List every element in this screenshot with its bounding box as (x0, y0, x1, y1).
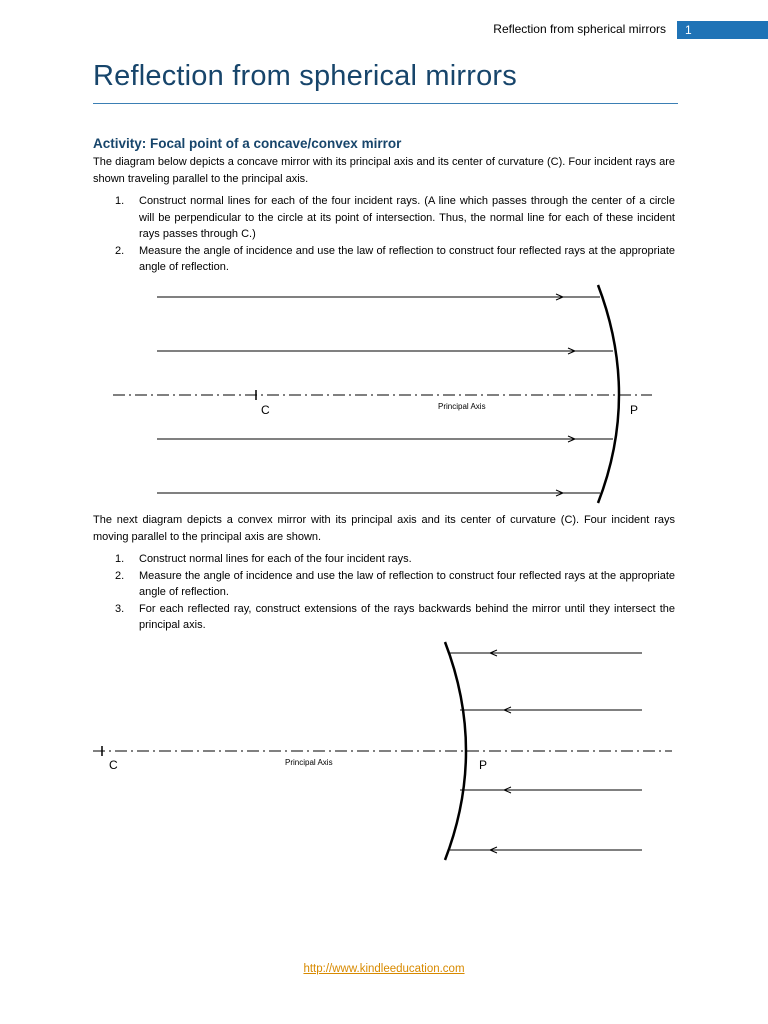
concave-pole-label: P (630, 403, 639, 417)
convex-center-label: C (109, 758, 118, 772)
convex-pole-label: P (479, 758, 488, 772)
list-item: 3. For each reflected ray, construct extensions of the rays backwards behind the mirror until they intersect the principal axis. (115, 602, 675, 631)
convex-axis-label: Principal Axis (285, 758, 333, 767)
page-number-badge: 1 (677, 21, 768, 39)
list-item: 1. Construct normal lines for each of the four incident rays. (A line which passes through the center of a circle will be perpendicular to the circle at its point of intersection. Thus, the normal line for each of these incident rays passes through C.) (115, 195, 675, 240)
concave-intro-paragraph: The diagram below depicts a concave mirror with its principal axis and its center of curvature (C). Four incident rays are shown traveling parallel to the principal axis. (93, 156, 675, 185)
list-item: 2. Measure the angle of incidence and use the law of reflection to construct four reflected rays at the appropriate angle of reflection. (115, 244, 675, 273)
concave-center-label: C (261, 403, 270, 417)
activity-heading: Activity: Focal point of a concave/convex mirror (93, 136, 402, 151)
running-header-title: Reflection from spherical mirrors (493, 22, 666, 36)
list-item: 1. Construct normal lines for each of the four incident rays. (115, 553, 412, 565)
concave-axis-label: Principal Axis (438, 402, 486, 411)
list-item: 2. Measure the angle of incidence and use the law of reflection to construct four reflected rays at the appropriate angle of reflection. (115, 569, 675, 598)
page-title: Reflection from spherical mirrors (93, 60, 517, 92)
footer-website-link[interactable]: http://www.kindleeducation.com (303, 963, 465, 975)
convex-intro-paragraph: The next diagram depicts a convex mirror with its principal axis and its center of curvature (C). Four incident rays moving parallel to the principal axis are shown. (93, 514, 675, 543)
